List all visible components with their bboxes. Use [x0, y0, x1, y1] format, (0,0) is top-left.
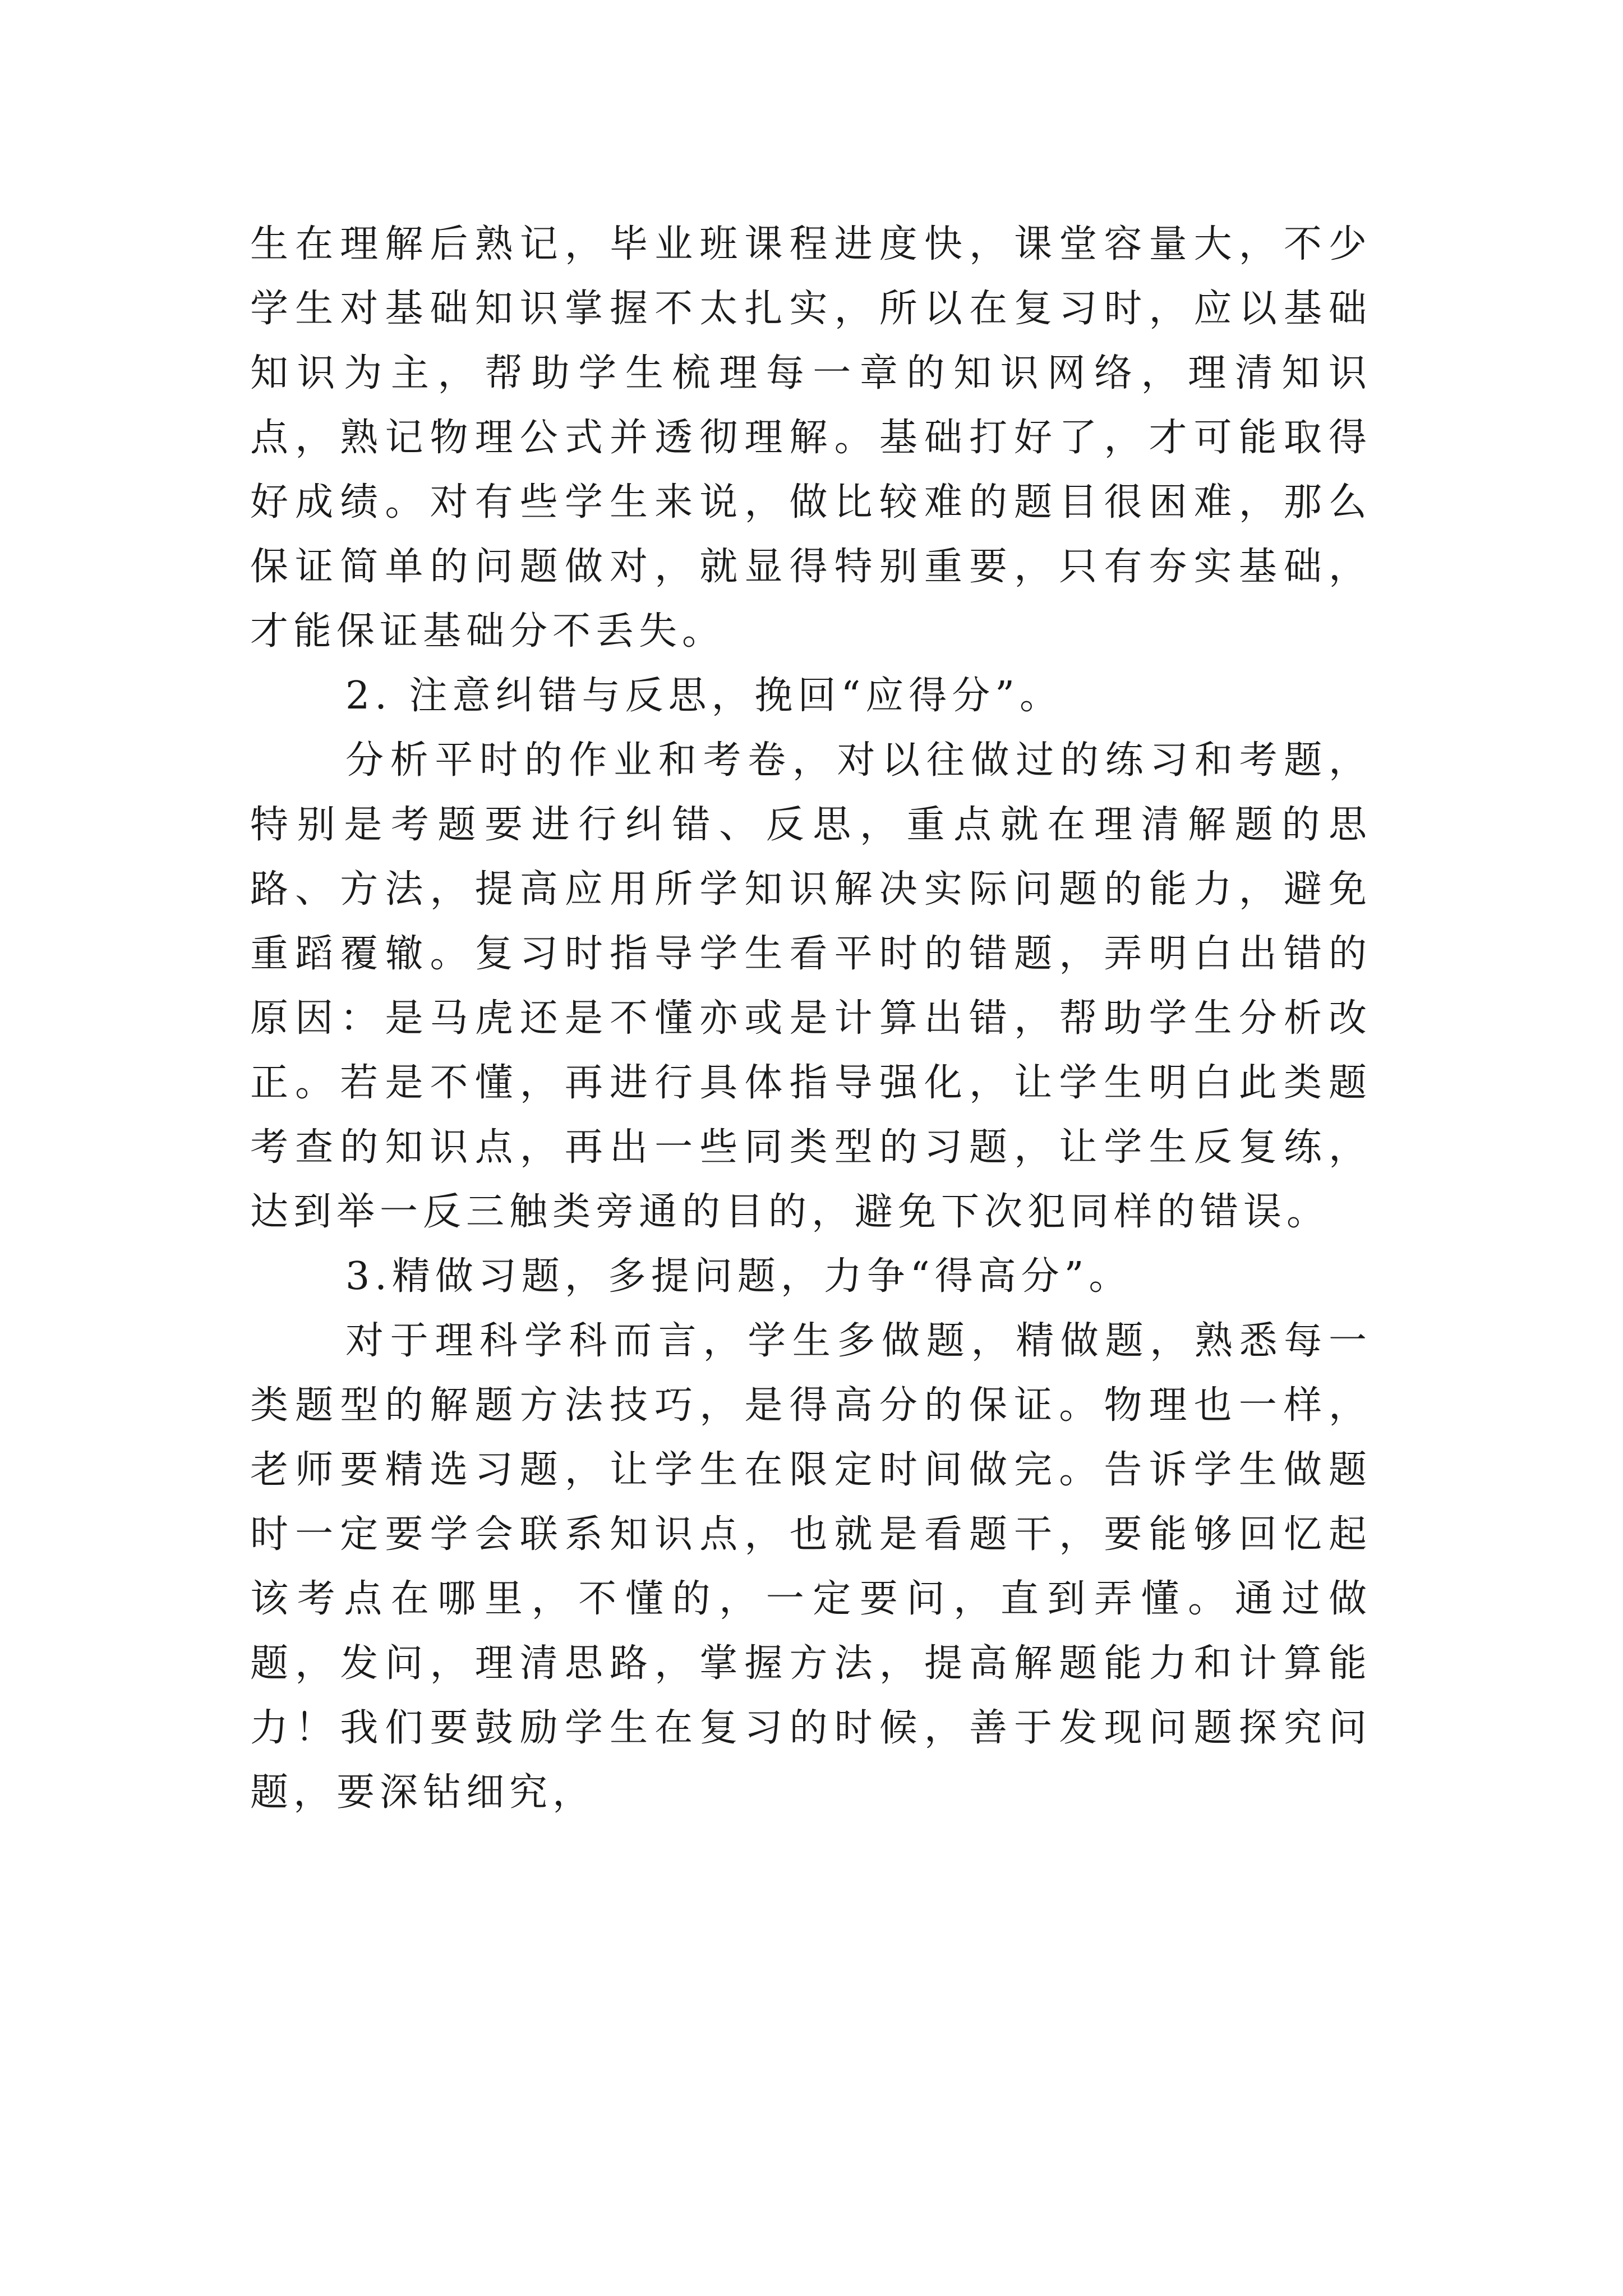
section-heading-error-correction: 2. 注意纠错与反思，挽回“应得分”。 — [345, 674, 1063, 718]
paragraph-practice: 对于理科学科而言，学生多做题，精做题，熟悉每一类题型的解题方法技巧，是得高分的保证。物理也一样，老师要精选习题，让学生在限定时间做完。告诉学生做题时一定要学会联系知识点，也就是看题干，要能够回忆起该考点在哪里，不懂的，一定要问，直到弄懂。通过做题，发问，理清思路，掌握方法，提高解题能力和计算能力！我们要鼓励学生在复习的时候，善于发现问题探究问题，要深钻细究， — [250, 1319, 1372, 1815]
section-heading-practice: 3.精做习题，多提问题，力争“得高分”。 — [345, 1254, 1132, 1299]
paragraph-error-correction: 分析平时的作业和考卷，对以往做过的练习和考题，特别是考题要进行纠错、反思，重点就在理清解题的思路、方法，提高应用所学知识解决实际问题的能力，避免重蹈覆辙。复习时指导学生看平时的错题，弄明白出错的原因：是马虎还是不懂亦或是计算出错，帮助学生分析改正。若是不懂，再进行具体指导强化，让学生明白此类题考查的知识点，再出一些同类型的习题，让学生反复练，达到举一反三触类旁通的目的，避免下次犯同样的错误。 — [250, 738, 1372, 1234]
document-body — [250, 212, 1372, 1825]
paragraph-basic-knowledge: 生在理解后熟记，毕业班课程进度快，课堂容量大，不少学生对基础知识掌握不太扎实，所以在复习时，应以基础知识为主，帮助学生梳理每一章的知识网络，理清知识点，熟记物理公式并透彻理解。基础打好了，才可能取得好成绩。对有些学生来说，做比较难的题目很困难，那么保证简单的问题做对，就显得特别重要，只有夯实基础，才能保证基础分不丢失。 — [250, 222, 1372, 654]
